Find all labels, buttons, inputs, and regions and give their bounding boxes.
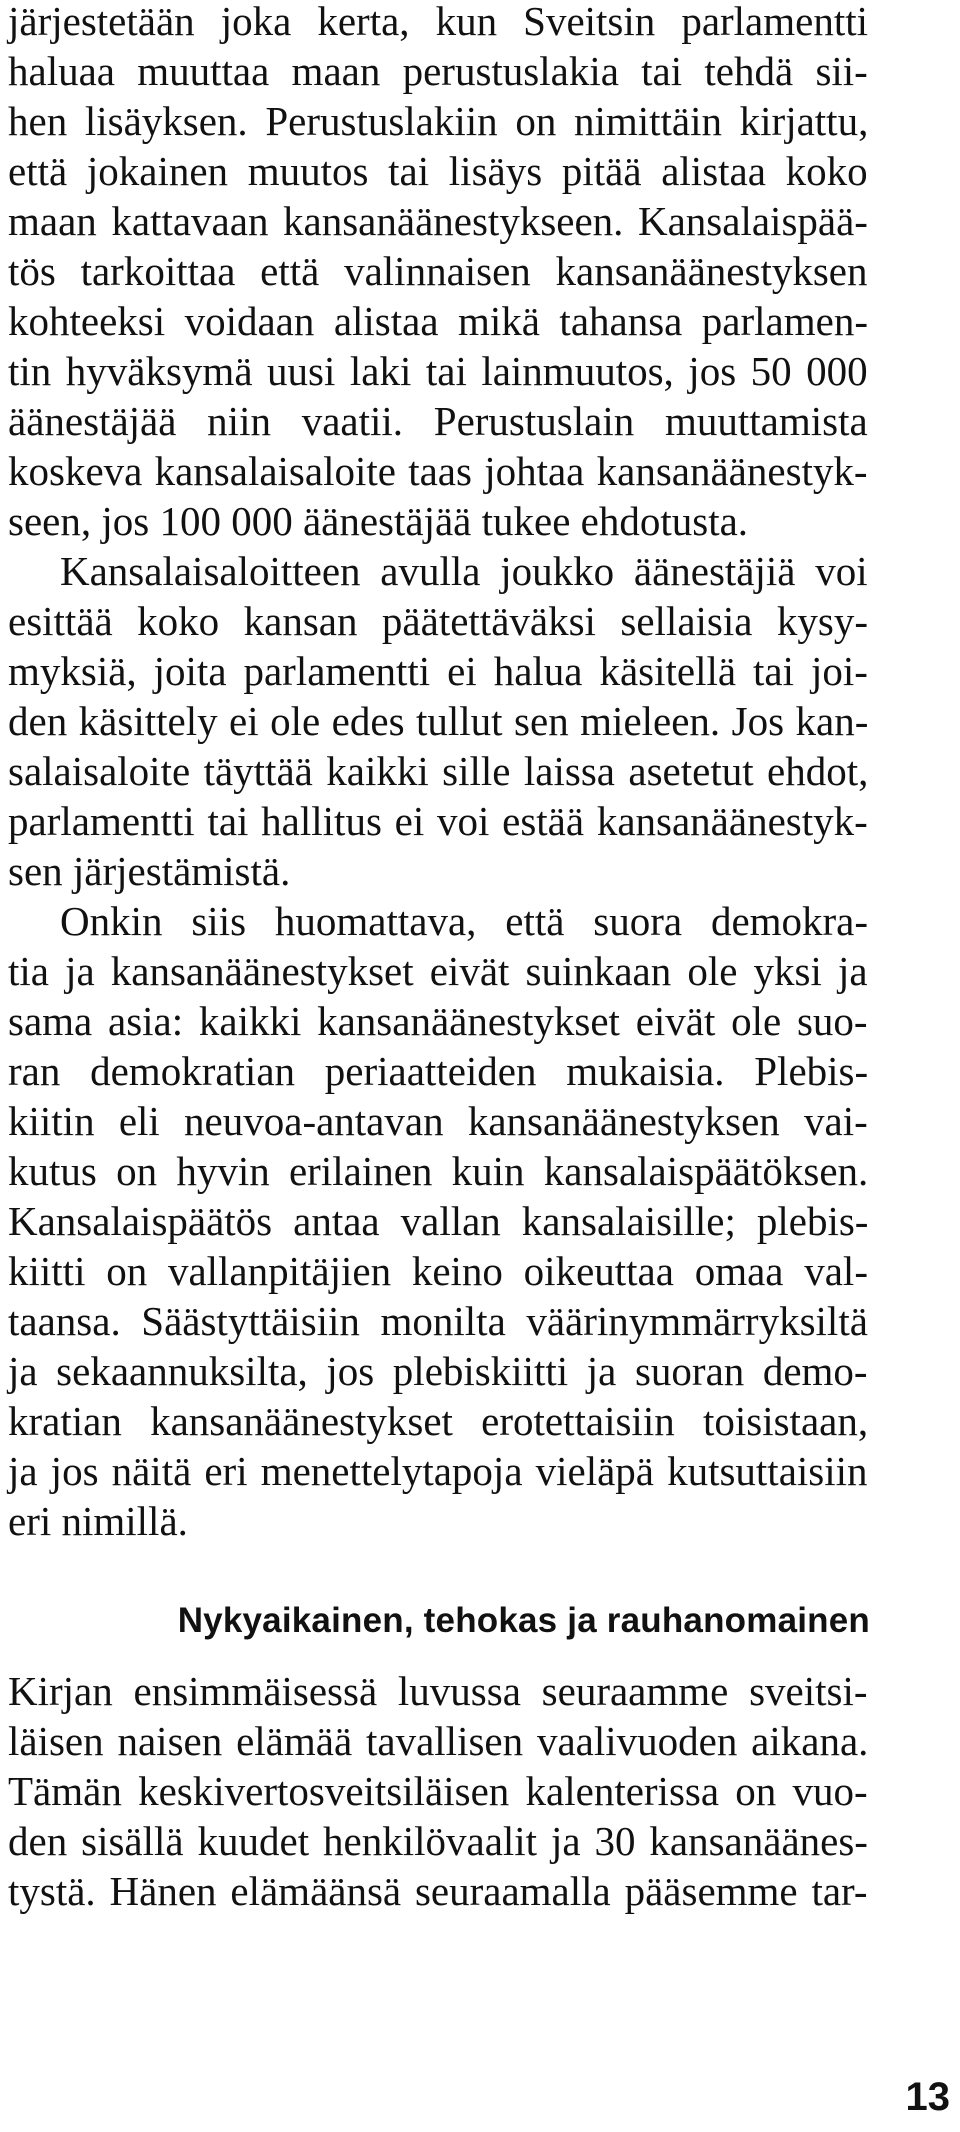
text-line: seen, jos 100 000 äänestäjää tukee ehdotusta.: [8, 498, 749, 544]
text-line: taansa. Säästyttäisiin monilta väärinymmärryksiltä: [8, 1298, 868, 1344]
text-line: Tämän keskivertosveitsiläisen kalenterissa on vuo-: [8, 1768, 868, 1814]
text-line: Kansalaisaloitteen avulla joukko äänestäjiä voi: [60, 548, 868, 594]
text-line: kiitti on vallanpitäjien keino oikeuttaa omaa val-: [8, 1248, 868, 1294]
text-line: myksiä, joita parlamentti ei halua käsitellä tai joi-: [8, 648, 868, 694]
section-heading: Nykyaikainen, tehokas ja rauhanomainen: [177, 1601, 870, 1640]
text-line: parlamentti tai hallitus ei voi estää kansanäänestyk-: [8, 798, 868, 844]
text-line: Kirjan ensimmäisessä luvussa seuraamme sveitsi-: [8, 1668, 868, 1714]
text-line: kutus on hyvin erilainen kuin kansalaispäätöksen.: [8, 1148, 869, 1194]
text-line: tös tarkoittaa että valinnaisen kansanäänestyksen: [8, 248, 868, 294]
text-line: tystä. Hänen elämäänsä seuraamalla pääsemme tar-: [8, 1868, 868, 1914]
text-line: den käsittely ei ole edes tullut sen mieleen. Jos kan-: [8, 698, 869, 744]
text-line: äänestäjää niin vaatii. Perustuslain muuttamista: [8, 398, 868, 444]
text-line: hen lisäyksen. Perustuslakiin on nimittäin kirjattu,: [8, 98, 869, 144]
text-line: Onkin siis huomattava, että suora demokra-: [60, 898, 869, 944]
text-line: eri nimillä.: [8, 1498, 188, 1544]
text-line: koskeva kansalaisaloite taas johtaa kansanäänestyk-: [8, 448, 868, 494]
text-line: järjestetään joka kerta, kun Sveitsin parlamentti: [8, 0, 869, 44]
text-line: läisen naisen elämää tavallisen vaalivuoden aikana.: [8, 1718, 869, 1764]
text-line: tin hyväksymä uusi laki tai lainmuutos, jos 50 000: [8, 348, 868, 394]
text-line: kohteeksi voidaan alistaa mikä tahansa parlamen-: [8, 298, 868, 344]
text-line: ja sekaannuksilta, jos plebiskiitti ja suoran demo-: [8, 1348, 868, 1394]
text-line: den sisällä kuudet henkilövaalit ja 30 kansanäänes-: [8, 1818, 868, 1864]
page-number: 13: [905, 2075, 950, 2119]
text-line: sen järjestämistä.: [8, 848, 291, 894]
text-line: sama asia: kaikki kansanäänestykset eivät ole suo-: [8, 998, 868, 1044]
text-line: että jokainen muutos tai lisäys pitää alistaa koko: [8, 148, 868, 194]
text-line: Kansalaispäätös antaa vallan kansalaisille; plebis-: [8, 1198, 869, 1244]
text-line: haluaa muuttaa maan perustuslakia tai tehdä sii-: [8, 48, 868, 94]
text-line: salaisaloite täyttää kaikki sille laissa asetetut ehdot,: [8, 748, 869, 794]
text-line: ran demokratian periaatteiden mukaisia. Plebis-: [8, 1048, 869, 1094]
text-line: maan kattavaan kansanäänestykseen. Kansalaispää-: [8, 198, 868, 244]
text-line: ja jos näitä eri menettelytapoja vieläpä kutsuttaisiin: [8, 1448, 868, 1494]
text-line: esittää koko kansan päätettäväksi sellaisia kysy-: [8, 598, 869, 644]
text-line: tia ja kansanäänestykset eivät suinkaan ole yksi ja: [8, 948, 868, 994]
text-line: kiitin eli neuvoa-antavan kansanäänestyksen vai-: [8, 1098, 868, 1144]
text-line: kratian kansanäänestykset erotettaisiin toisistaan,: [8, 1398, 869, 1444]
